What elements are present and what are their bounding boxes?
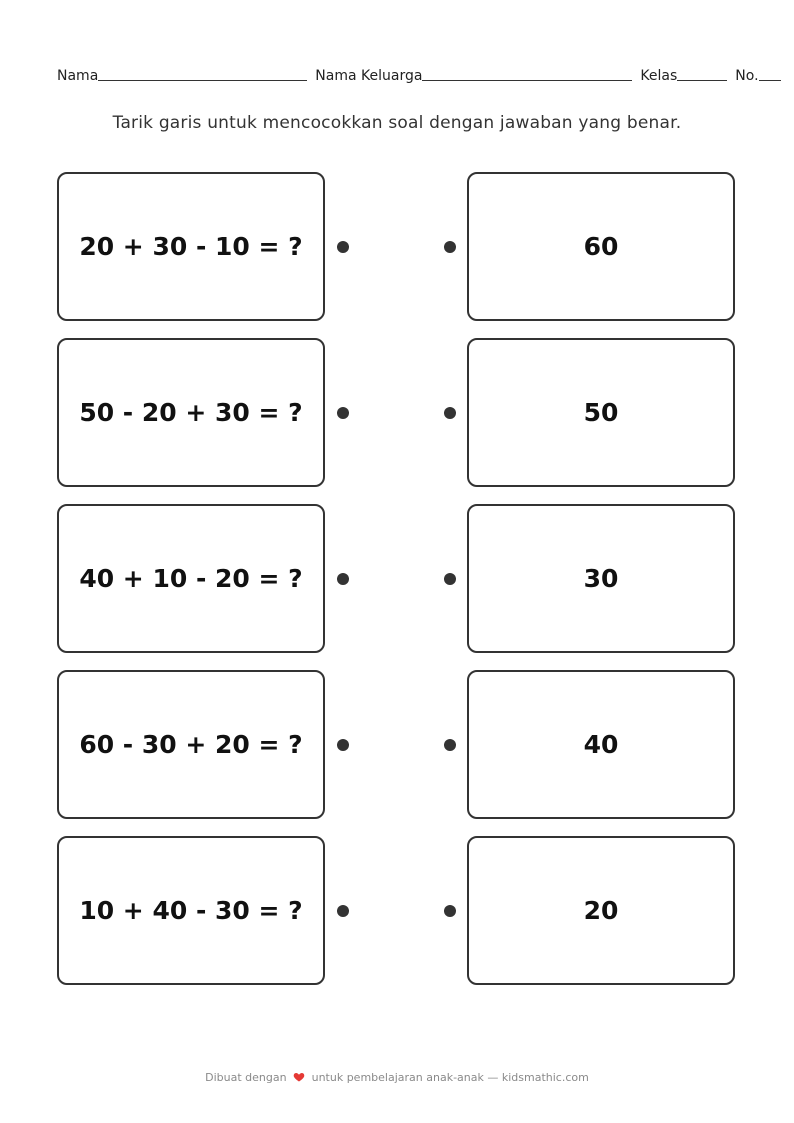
family-name-field[interactable]: [422, 80, 632, 81]
question-dot[interactable]: [337, 241, 349, 253]
question-card: 10 + 40 - 30 = ?: [57, 836, 325, 985]
student-info-header: [57, 68, 793, 84]
answer-dot[interactable]: [444, 905, 456, 917]
question-card: 60 - 30 + 20 = ?: [57, 670, 325, 819]
question-card: 20 + 30 - 10 = ?: [57, 172, 325, 321]
answer-card: 20: [467, 836, 735, 985]
answer-dot[interactable]: [444, 407, 456, 419]
answer-dot[interactable]: [444, 241, 456, 253]
class-label: Kelas: [640, 68, 678, 84]
answer-card: 30: [467, 504, 735, 653]
question-dot[interactable]: [337, 739, 349, 751]
answer-dot[interactable]: [444, 739, 456, 751]
answer-card: 50: [467, 338, 735, 487]
question-dot[interactable]: [337, 573, 349, 585]
number-label: No.: [735, 68, 759, 84]
footer-suffix: untuk pembelajaran anak-anak — kidsmathic.com: [311, 1071, 589, 1084]
answer-card: 60: [467, 172, 735, 321]
name-label: Nama: [57, 68, 99, 84]
question-dot[interactable]: [337, 905, 349, 917]
family-name-label: Nama Keluarga: [315, 68, 423, 84]
heart-icon: [293, 1071, 305, 1083]
answer-card: 40: [467, 670, 735, 819]
question-card: 40 + 10 - 20 = ?: [57, 504, 325, 653]
number-field[interactable]: [759, 80, 781, 81]
name-field[interactable]: [98, 80, 307, 81]
question-dot[interactable]: [337, 407, 349, 419]
answer-dot[interactable]: [444, 573, 456, 585]
instruction-text: Tarik garis untuk mencocokkan soal dengan jawaban yang benar.: [112, 113, 682, 133]
footer-prefix: Dibuat dengan: [205, 1071, 287, 1084]
class-field[interactable]: [677, 80, 727, 81]
footer-credit: [0, 1071, 794, 1084]
question-card: 50 - 20 + 30 = ?: [57, 338, 325, 487]
